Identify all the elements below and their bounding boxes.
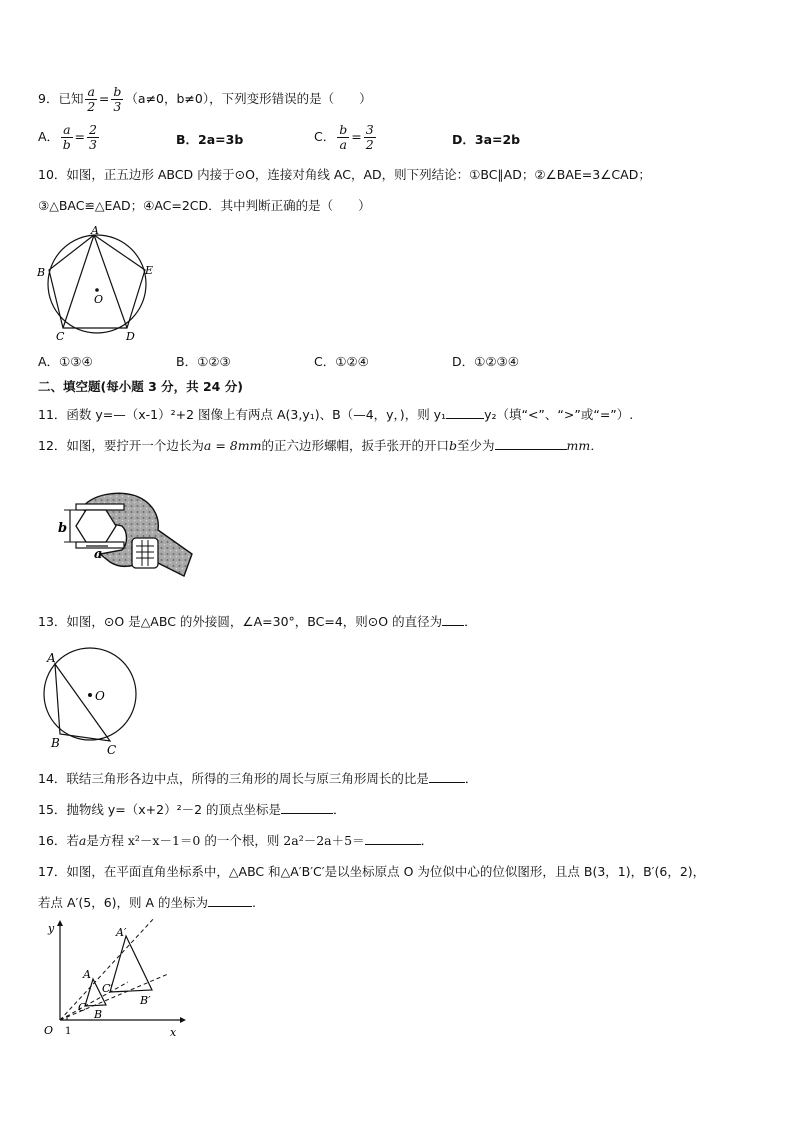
q17-label-a: A [83,968,91,981]
q13-answer-blank [442,613,464,626]
q9-opt-c-eq: = [351,129,362,144]
q10-center-dot [95,288,99,292]
q9-opt-c-lhs-num: b [339,122,348,137]
q14-text: 14．联结三角形各边中点，所得的三角形的周长与原三角形周长的比是 [38,771,429,786]
q11-text: 11．函数 y=—（x-1）²+2 图像上有两点 A(3,y₁)、B（—4，y，)，则 y₁ [38,407,447,422]
q17-label-c-prime: C′ [102,982,113,995]
q17-label-1: 1 [65,1026,72,1037]
q10-label-c: C [56,330,65,343]
q12-mid: 的正六边形螺帽，扳手张开的开口 [261,438,449,453]
q9-opt-a-eq: = [74,129,85,144]
q9-opt-c-rhs-num: 3 [365,122,374,137]
q9-post: （a≠0，b≠0），下列变形错误的是（ ） [125,91,372,106]
q13-label-a: A [47,651,56,665]
q9-opt-c-rhs-den: 2 [365,137,374,152]
q13-center-dot [88,693,92,697]
q10-label-b: B [37,266,46,279]
q9-frac-a-num: a [87,84,95,99]
q12-label-b: b [58,521,68,536]
q12-math: a = 8mm [203,438,262,453]
q9-opt-a-lhs-den: b [62,137,71,152]
q15-stem [38,801,346,819]
q9-frac-b-den: 3 [113,99,122,114]
q12-label-a: a [94,547,103,562]
q10-line1: 10．如图，正五边形 ABCD 内接于⊙O，连接对角线 AC，AD，则下列结论：①BC∥AD；②∠BAE=3∠CAD； [38,167,651,182]
q9-opt-c-lhs [337,123,349,152]
q17-line1: 17．如图，在平面直角坐标系中，△ABC 和△A′B′C′是以坐标原点 O 为位似中心的位似图形，且点 B(3，1)，B′(6，2)， [38,864,706,879]
q12-pre: 12．如图，要拧开一个边长为 [38,438,204,453]
q9-opt-a-lhs [61,123,72,152]
q17-x-arrow [180,1017,186,1023]
q9-option-b: B．2a=3b [176,132,244,147]
q10-diagonal-ad [94,235,127,328]
q9-frac-b [111,85,123,114]
q10-label-o: O [94,293,104,306]
q17-label-o: O [44,1024,54,1037]
q10-option-a: A．①③④ [38,354,93,369]
q12-stem [38,437,603,455]
q10-pentagon-figure [34,224,164,344]
q12-post: 至少为 [457,438,495,453]
q17-line2-text: 若点 A′(5，6)，则 A 的坐标为 [38,895,209,910]
q10-line2: ③△BAC≌△EAD；④AC=2CD．其中判断正确的是（ ） [38,198,371,213]
q9-pre: 9．已知 [38,91,84,106]
q16-answer-blank [365,832,421,845]
q10-label-e: E [145,264,154,277]
q13-text: 13．如图，⊙O 是△ABC 的外接圆，∠A=30°，BC=4，则⊙O 的直径为 [38,614,443,629]
q17-answer-blank [208,894,252,907]
q17-label-b-prime: B′ [140,994,151,1007]
q9-frac-a-den: 2 [87,99,96,114]
q9-frac-b-num: b [113,84,122,99]
q12-wrench-figure [52,480,204,588]
q13-stem [38,613,477,631]
q16-a: a [78,833,87,848]
q15-answer-blank [281,801,333,814]
q16-stem [38,832,433,850]
q9-opt-a-rhs [87,123,99,152]
q17-line2 [38,894,256,912]
q14-stem [38,770,477,788]
q9-option-c [314,123,378,152]
q12-b: b [448,438,457,453]
q17-label-b: B [94,1008,103,1021]
q16-mid: 是方程 x²－x－1＝0 的一个根，则 2a²－2a＋5＝ [86,833,365,848]
q15-text: 15．抛物线 y=（x+2）²－2 的顶点坐标是 [38,802,282,817]
q12-unit: mm． [566,438,603,453]
q17-y-arrow [57,920,63,926]
section-title: 二、填空题(每小题 3 分，共 24 分) [38,379,243,394]
q11-text-end: y₂（填“<”、“>”或“=”）. [484,407,634,422]
q9-eq: = [98,91,110,106]
q13-label-b: B [51,736,60,750]
q13-label-c: C [107,743,117,757]
q10-option-d: D．①②③④ [452,354,519,369]
q16-end: ． [420,833,434,848]
q9-frac-a [85,85,96,114]
q9-opt-a-rhs-num: 2 [89,122,97,137]
q9-opt-a-rhs-den: 3 [89,137,97,152]
q10-circle [48,235,146,333]
q10-option-b: B．①②③ [176,354,231,369]
q9-stem [38,85,372,114]
q14-answer-blank [429,770,465,783]
q10-label-a: A [91,224,99,237]
q12-upper-jaw [76,504,124,510]
q12-answer-blank [495,437,567,450]
q9-option-a [38,123,101,152]
q13-end: ． [464,614,477,629]
q10-label-d: D [126,330,135,343]
q17-end: . [252,895,257,910]
q10-option-c: C．①②④ [314,354,369,369]
q10-diagonal-ac [63,235,94,328]
q9-opt-a-label: A． [38,129,60,144]
q17-label-c: C [78,1001,87,1014]
q17-coordinate-figure [36,918,186,1042]
q9-option-d: D．3a=2b [452,132,521,147]
q15-end: ． [333,802,346,817]
q16-pre: 16．若 [38,833,79,848]
q9-opt-c-rhs [364,123,376,152]
q11-stem [38,406,633,424]
q17-label-a-prime: A′ [116,926,127,939]
q9-opt-c-label: C． [314,129,336,144]
q11-answer-blank [446,406,484,419]
q13-circle-figure [38,646,148,758]
q17-label-y: y [48,922,55,935]
q9-opt-a-lhs-num: a [63,122,71,137]
q12-adjust-knob [132,538,158,568]
q13-label-o: O [95,689,105,703]
q17-label-x: x [170,1026,177,1039]
q14-end: ． [464,771,478,786]
q9-opt-c-lhs-den: a [339,137,347,152]
q17-ray-b [60,974,168,1020]
